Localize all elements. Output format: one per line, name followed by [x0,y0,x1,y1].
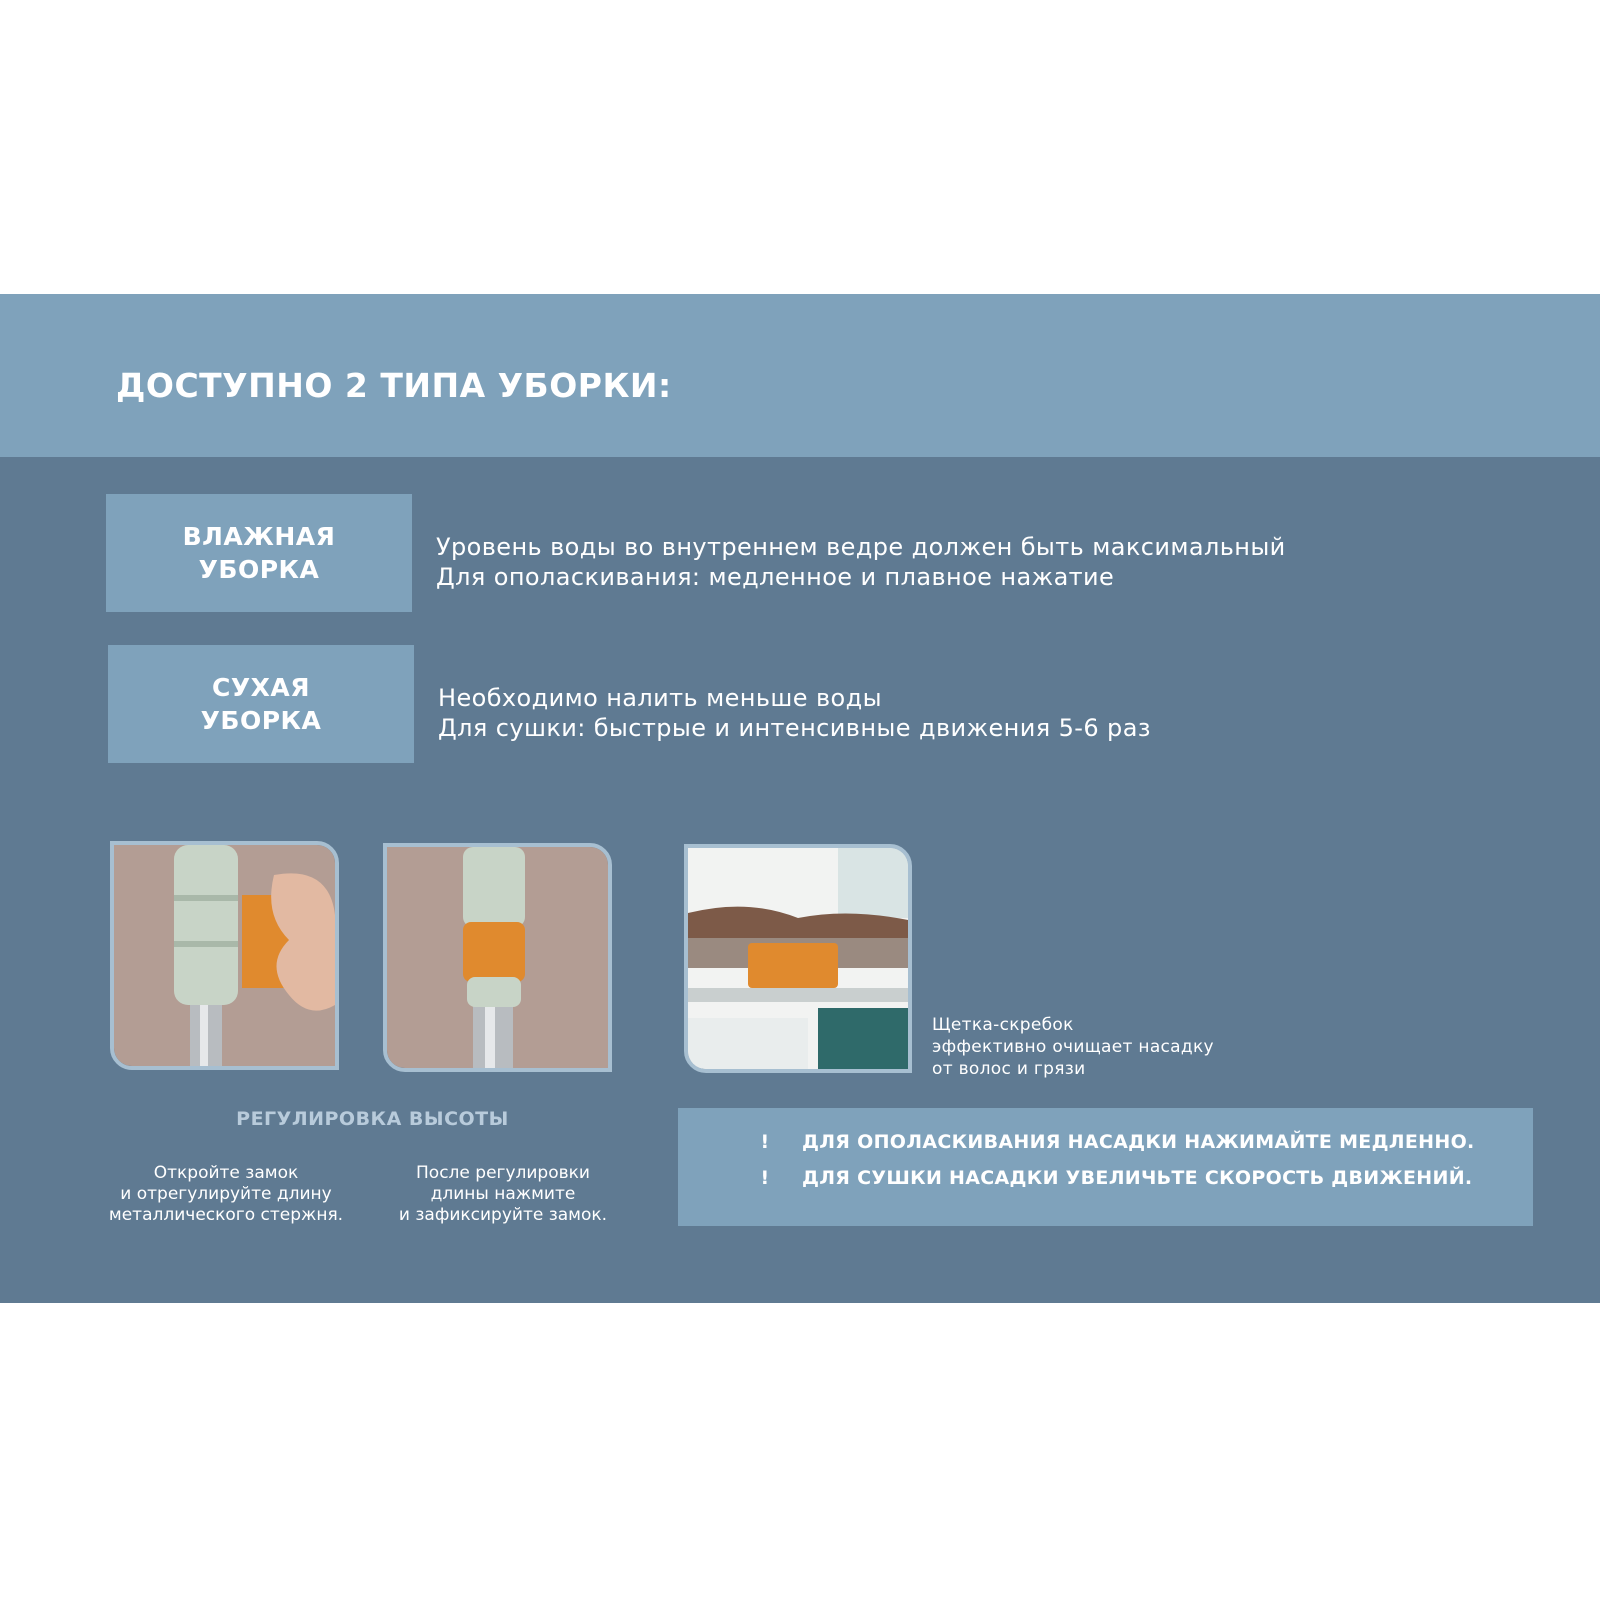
photo-open-lock [110,841,339,1070]
mop-handle-unlock-image [114,845,335,1066]
brush-caption-line: эффективно очищает насадку [932,1037,1214,1057]
brush-caption-line: от волос и грязи [932,1059,1086,1079]
notice-rinse-text: ДЛЯ ОПОЛАСКИВАНИЯ НАСАДКИ НАЖИМАЙТЕ МЕДЛЕННО. [802,1131,1475,1153]
wet-cleaning-desc-line: Для ополаскивания: медленное и плавное нажатие [436,563,1115,591]
notice-rinse [678,1124,1533,1160]
brush-caption-line: Щетка-скребок [932,1015,1074,1035]
height-adjustment-title: РЕГУЛИРОВКА ВЫСОТЫ [236,1108,509,1130]
wet-cleaning-label-line: УБОРКА [198,555,320,584]
dry-cleaning-desc-line: Необходимо налить меньше воды [438,684,882,712]
brush-scraper-caption [932,1014,1214,1080]
dry-cleaning-label-line: СУХАЯ [211,673,310,702]
wet-cleaning-label [106,494,412,612]
dry-cleaning-description [438,683,1151,743]
height-step-2-line: После регулировки [416,1163,590,1183]
notice-box [678,1108,1533,1226]
notice-dry [678,1160,1533,1196]
dry-cleaning-desc-line: Для сушки: быстрые и интенсивные движения 5-6 раз [438,714,1151,742]
page-title: ДОСТУПНО 2 ТИПА УБОРКИ: [116,366,672,405]
height-step-1-line: металлического стержня. [108,1205,344,1225]
exclamation-icon: ! [760,1167,770,1189]
height-step-2 [378,1163,628,1226]
photo-fix-lock [383,843,612,1072]
mop-handle-locked-image [387,847,608,1068]
notice-dry-text: ДЛЯ СУШКИ НАСАДКИ УВЕЛИЧЬТЕ СКОРОСТЬ ДВИЖЕНИЙ. [802,1167,1473,1189]
height-step-1-line: и отрегулируйте длину [120,1184,332,1204]
wet-cleaning-desc-line: Уровень воды во внутреннем ведре должен быть максимальный [436,533,1286,561]
exclamation-icon: ! [760,1131,770,1153]
wet-cleaning-description [436,532,1286,592]
dry-cleaning-label-line: УБОРКА [200,706,322,735]
wet-cleaning-label-line: ВЛАЖНАЯ [182,522,336,551]
height-step-2-line: длины нажмите [430,1184,576,1204]
brush-scraper-image [688,848,908,1069]
height-step-1-line: Откройте замок [153,1163,299,1183]
height-step-2-line: и зафиксируйте замок. [398,1205,608,1225]
photo-brush-scraper [684,844,912,1073]
dry-cleaning-label [108,645,414,763]
height-step-1 [95,1163,357,1226]
